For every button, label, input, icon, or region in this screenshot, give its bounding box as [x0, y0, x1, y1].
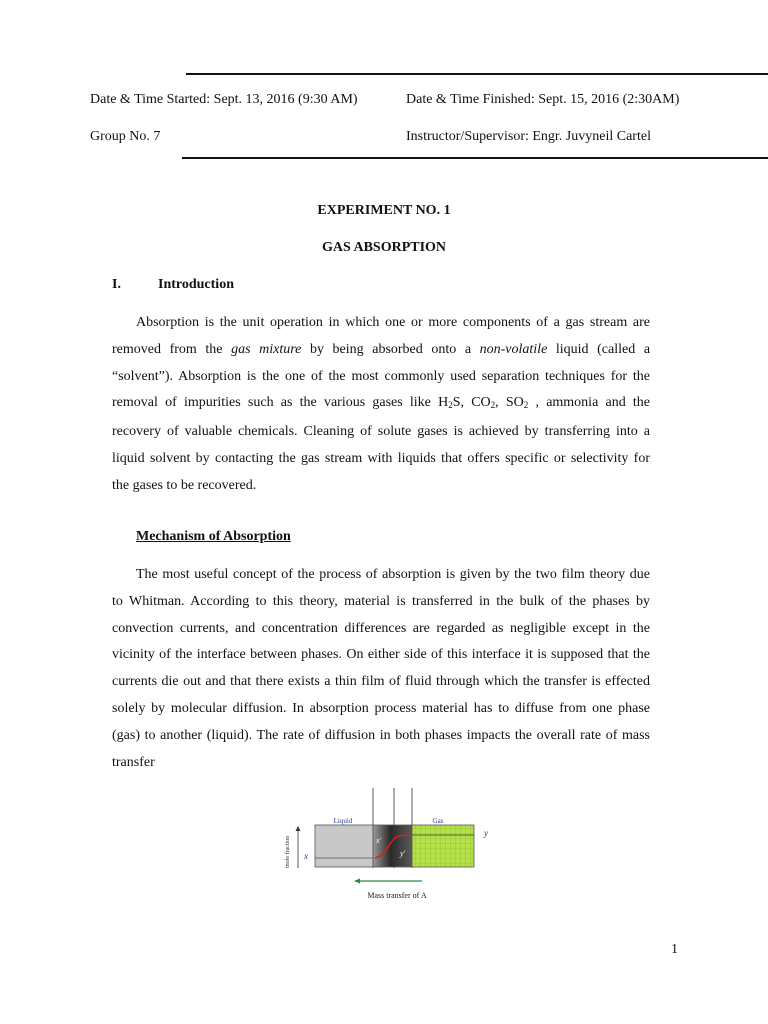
date-finished: Date & Time Finished: Sept. 15, 2016 (2:30AM) [406, 92, 680, 107]
liquid-label: Liquid [333, 817, 353, 825]
intro-text: , ammonia and the [528, 395, 651, 411]
intro-line-7: the gases to be recovered. [112, 477, 257, 493]
intro-line-2 [112, 337, 650, 364]
mole-fraction-label: mole fraction [285, 835, 291, 868]
mechanism-line-7: (gas) to another (liquid). The rate of diffusion in both phases impacts the overall rate of mass [112, 727, 650, 743]
mechanism-line-2: to Whitman. According to this theory, material is transferred in the bulk of the phases by [112, 593, 650, 609]
subscript: 2 [523, 400, 529, 411]
intro-text: by being absorbed onto a [309, 341, 472, 357]
subscript: 2 [448, 400, 453, 411]
section-numeral: I. [112, 277, 121, 292]
gas-region [412, 825, 474, 867]
intro-line-6: liquid solvent by contacting the gas stream with liquids that offers specific or selectivity for [112, 450, 650, 466]
arrow-head-icon [354, 879, 360, 884]
intro-text: removed from the [112, 341, 223, 357]
intro-text: S, CO [452, 395, 491, 411]
term-non-volatile: non-volatile [479, 341, 548, 357]
mechanism-line-8: transfer [112, 754, 155, 770]
group-number: Group No. 7 [90, 129, 161, 144]
intro-text: , SO [495, 395, 524, 411]
axis-arrow-icon [296, 826, 301, 831]
mechanism-line-3: convection currents, and concentration differences are regarded as negligible except in the [112, 620, 650, 636]
liquid-region [315, 825, 373, 867]
experiment-title: EXPERIMENT NO. 1 [317, 203, 451, 218]
intro-line-4 [112, 390, 650, 419]
intro-line-1: Absorption is the unit operation in which one or more components of a gas stream are [136, 315, 650, 330]
experiment-subject: GAS ABSORPTION [321, 240, 447, 255]
xi-label: x' [376, 836, 382, 845]
instructor: Instructor/Supervisor: Engr. Juvyneil Cartel [406, 129, 651, 144]
mechanism-heading: Mechanism of Absorption [136, 529, 291, 544]
term-gas-mixture: gas mixture [231, 341, 302, 357]
intro-text: removal of impurities such as the various gases like H [112, 395, 449, 411]
mechanism-line-4: vicinity of the interface between phases. On either side of this interface it is supposed that the [112, 647, 650, 663]
mechanism-line-6: solely by molecular diffusion. In absorption process material has to diffuse from one phase [112, 700, 650, 716]
mechanism-line-5: currents die out and that there exists a thin film of fluid through which the transfer is effected [112, 674, 650, 690]
interface-film [373, 825, 412, 867]
page-number: 1 [671, 942, 678, 957]
mechanism-line-1: The most useful concept of the process of absorption is given by the two film theory due [136, 567, 650, 582]
two-film-diagram [280, 788, 500, 908]
date-started: Date & Time Started: Sept. 13, 2016 (9:30 AM) [90, 92, 358, 107]
intro-line-5: recovery of valuable chemicals. Cleaning of solute gases is achieved by transferring into a [112, 424, 650, 440]
header-bottom-rule [182, 157, 768, 159]
intro-line-3: “solvent”). Absorption is the one of the most commonly used separation techniques for the [112, 368, 650, 384]
y-bulk-label: y [484, 828, 488, 838]
mechanism-paragraph [112, 562, 650, 776]
intro-text: liquid (called a [555, 341, 651, 357]
intro-paragraph [112, 310, 650, 500]
x-bulk-label: x [304, 851, 308, 861]
figure-caption: Mass transfer of A [367, 891, 427, 900]
yi-label: y' [400, 849, 406, 858]
gas-label: Gas [432, 817, 444, 825]
header-top-rule [186, 73, 768, 75]
section-heading: Introduction [158, 277, 234, 292]
subscript: 2 [490, 400, 496, 411]
